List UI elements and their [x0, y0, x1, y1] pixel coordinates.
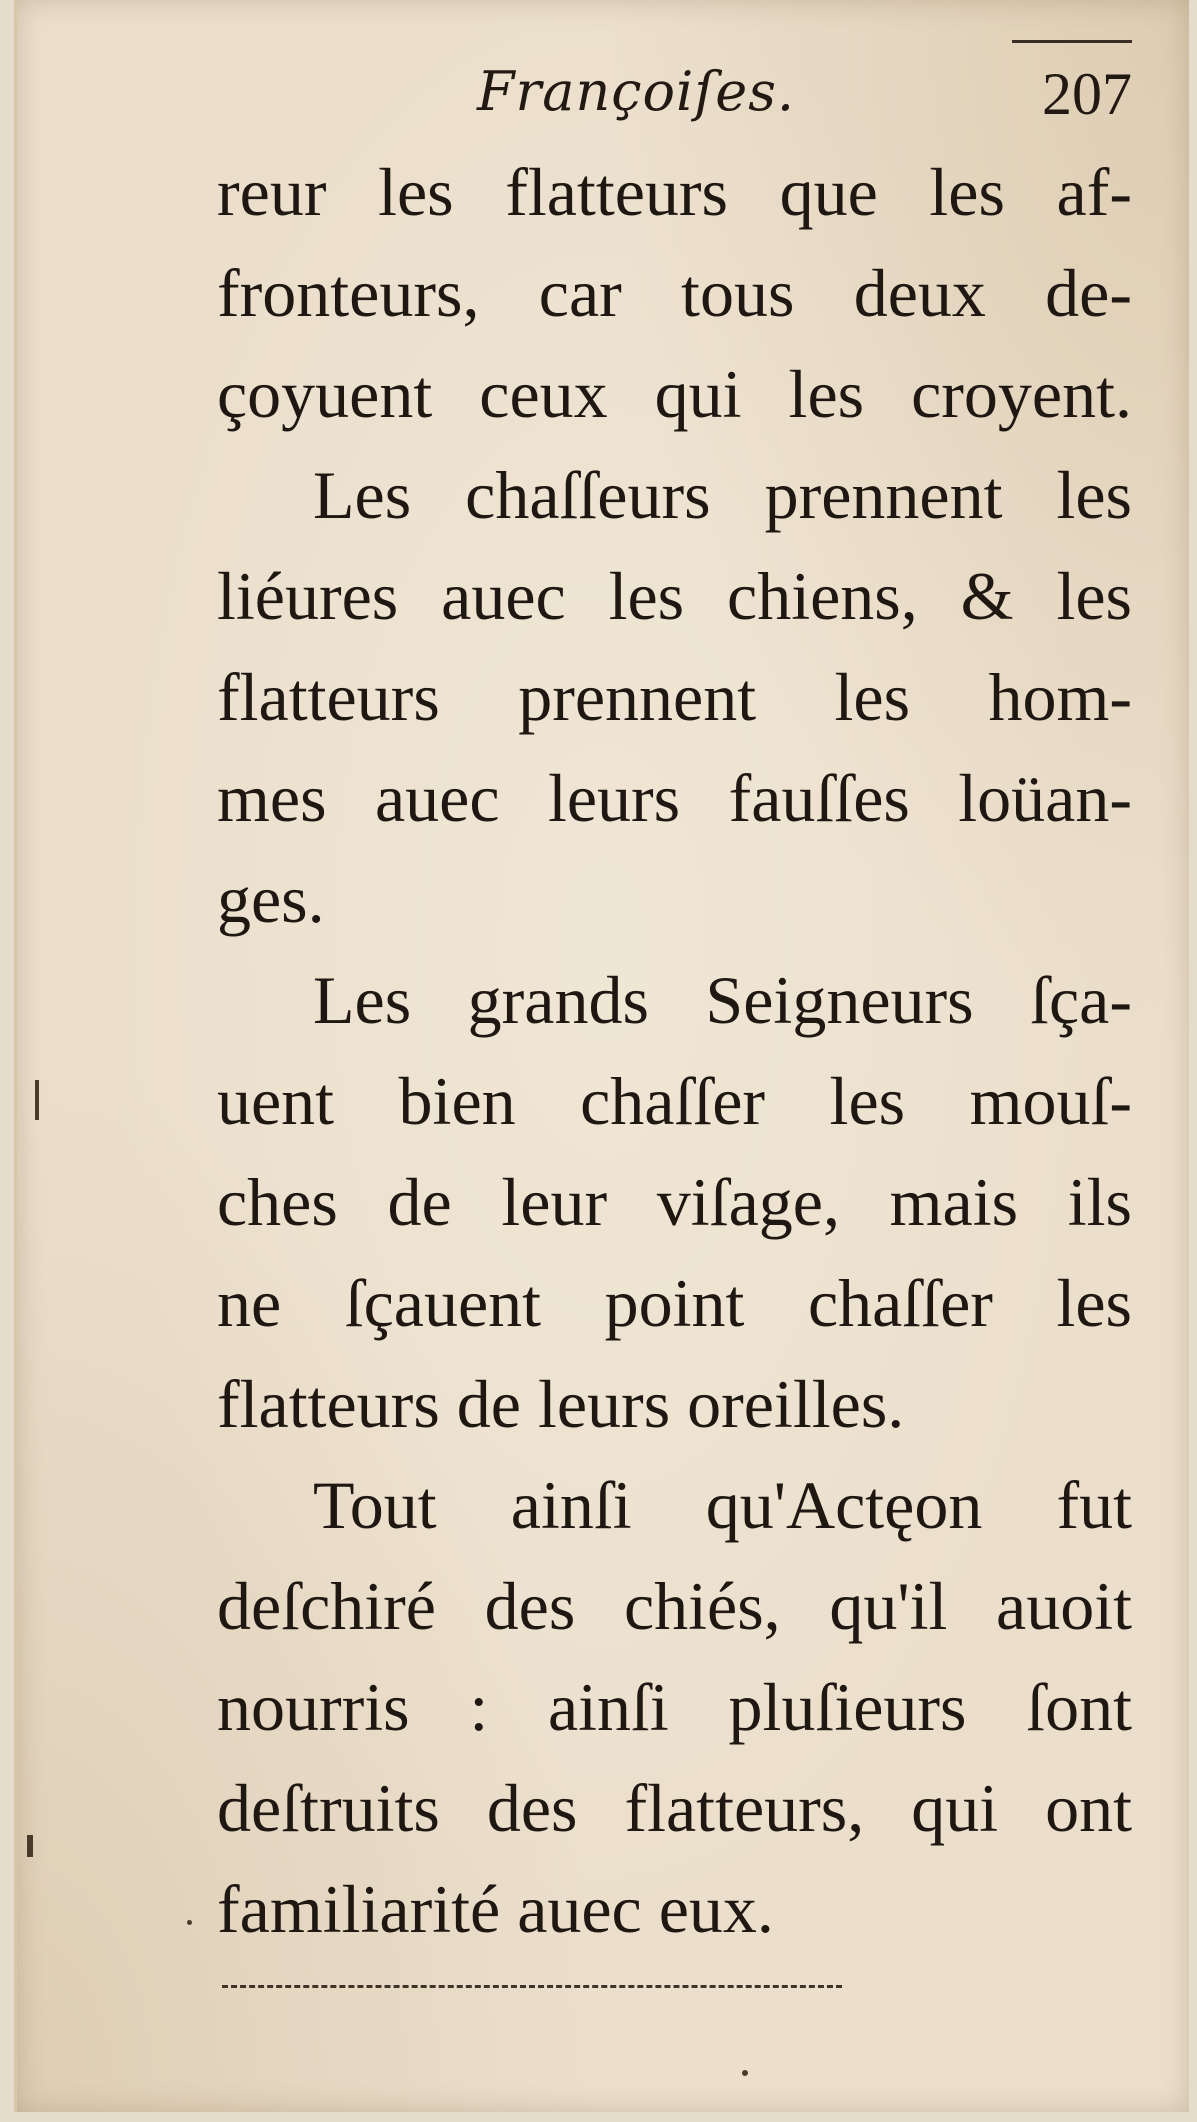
- text-line: familiarité auec eux.: [217, 1871, 774, 1947]
- header-rule: [1012, 40, 1132, 43]
- margin-mark: [27, 1835, 33, 1857]
- text-line: mes auec leurs fauſſes loüan-: [217, 760, 1132, 836]
- text-line: liéures auec les chiens, & les: [217, 558, 1132, 634]
- tail-rule: [222, 1985, 842, 1988]
- text-line: nourris : ainſi pluſieurs ſont: [217, 1669, 1132, 1745]
- text-line: ne ſçauent point chaſſer les: [217, 1265, 1132, 1341]
- text-line: Les chaſſeurs prennent les: [313, 457, 1132, 533]
- text-line: uent bien chaſſer les mouſ-: [217, 1063, 1132, 1139]
- text-line: deſtruits des flatteurs, qui ont: [217, 1770, 1132, 1846]
- text-line: Les grands Seigneurs ſça-: [313, 962, 1132, 1038]
- text-line: deſchiré des chiés, qu'il auoit: [217, 1568, 1132, 1644]
- page-number: 207: [1042, 61, 1132, 127]
- margin-mark: [35, 1080, 39, 1120]
- text-line: çoyuent ceux qui les croyent.: [217, 356, 1132, 432]
- text-line: ches de leur viſage, mais ils: [217, 1164, 1132, 1240]
- book-page: [14, 0, 1189, 2112]
- text-line: ges.: [217, 861, 325, 937]
- text-line: Tout ainſi qu'Actęon fut: [313, 1467, 1132, 1543]
- text-line: flatteurs de leurs oreilles.: [217, 1366, 905, 1442]
- running-title: Françoiſes.: [477, 60, 796, 123]
- page-header: [217, 60, 1132, 140]
- ink-speck: [742, 2070, 748, 2076]
- text-line: flatteurs prennent les hom-: [217, 659, 1132, 735]
- text-block: [217, 142, 1132, 1960]
- text-line: fronteurs, car tous deux de-: [217, 255, 1132, 331]
- text-line: reur les flatteurs que les af-: [217, 154, 1132, 230]
- ink-speck: [187, 1920, 192, 1925]
